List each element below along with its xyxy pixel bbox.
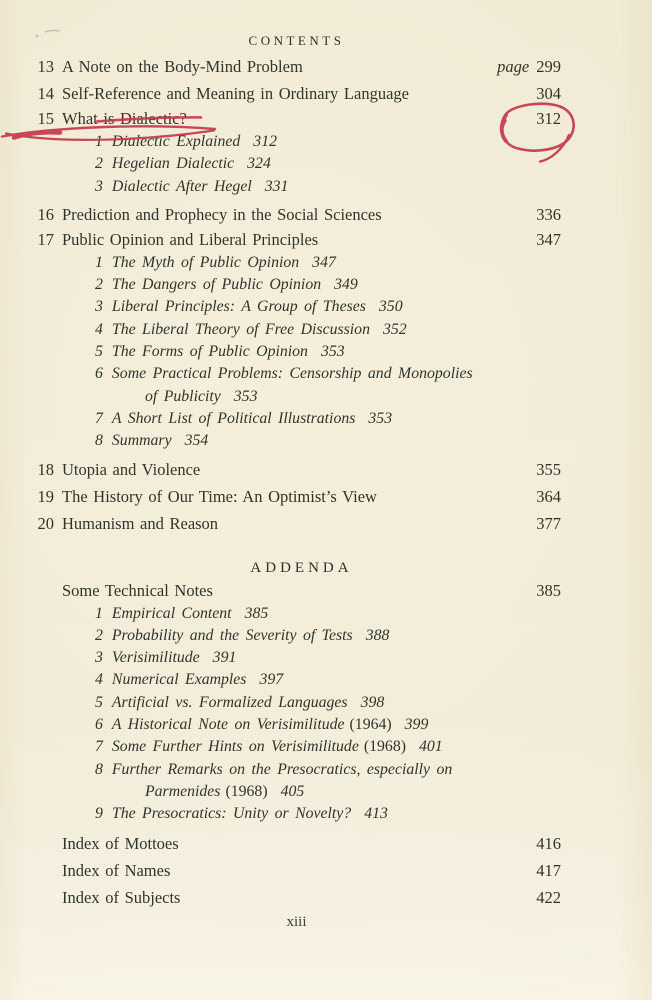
subsection-year: (1968) xyxy=(225,782,268,800)
page-number-value: 299 xyxy=(536,57,561,76)
subsection-number: 3 xyxy=(95,649,103,667)
page-number-value: 347 xyxy=(536,229,561,249)
contents-heading: CONTENTS xyxy=(248,33,345,48)
toc-subsection-continuation-row xyxy=(32,781,561,803)
toc-chapter-row xyxy=(32,228,561,252)
subsection-number: 4 xyxy=(95,320,103,338)
subsection-page-number: 353 xyxy=(368,409,393,427)
toc-subsection-row xyxy=(32,692,561,714)
subsection-title: The Forms of Public Opinion xyxy=(111,343,308,361)
subsection-title: The Liberal Theory of Free Discussion xyxy=(111,320,370,338)
subsection-number: 1 xyxy=(95,133,103,150)
toc-entries xyxy=(32,53,561,911)
subsection-number: 3 xyxy=(95,298,103,316)
subsection-page-number: 401 xyxy=(418,738,443,756)
subsection-number: 3 xyxy=(95,177,103,195)
toc-subsection-row xyxy=(32,319,561,341)
subsection-page-number: 331 xyxy=(264,177,289,195)
entry-page-number xyxy=(536,80,561,107)
subsection-number: 7 xyxy=(95,409,103,427)
entry-page-number xyxy=(497,53,561,80)
chapter-number: 16 xyxy=(37,204,54,224)
toc-chapter-row xyxy=(32,107,561,131)
toc-subsection-row xyxy=(32,736,561,758)
toc-index-row xyxy=(32,884,561,911)
subsection-number: 8 xyxy=(95,760,103,778)
page-number-value: 377 xyxy=(536,513,561,533)
page-folio: xiii xyxy=(286,913,307,930)
toc-subsection-row xyxy=(32,647,561,669)
toc-subsection-row xyxy=(32,296,561,318)
subsection-page-number: 353 xyxy=(233,387,258,405)
subsection-page-number: 385 xyxy=(244,604,269,622)
entry-page-number xyxy=(536,107,561,131)
subsection-number: 5 xyxy=(95,343,103,361)
page-number-value: 336 xyxy=(536,204,561,224)
subsection-title: The Dangers of Public Opinion xyxy=(111,276,322,294)
entry-title: What is Dialectic? xyxy=(62,109,187,128)
chapter-number: 17 xyxy=(37,229,54,249)
entry-title: Utopia and Violence xyxy=(62,459,201,479)
subsection-title: Liberal Principles: A Group of Theses xyxy=(111,298,366,316)
subsection-number: 9 xyxy=(95,805,103,823)
entry-title: Humanism and Reason xyxy=(62,513,219,533)
subsection-page-number: 397 xyxy=(259,671,284,689)
toc-chapter-row xyxy=(32,80,561,107)
toc-chapter-row xyxy=(32,483,561,510)
subsection-page-number: 324 xyxy=(247,155,271,173)
subsection-number: 6 xyxy=(95,716,103,734)
subsection-number: 1 xyxy=(95,253,103,271)
subsection-number: 4 xyxy=(95,671,103,689)
subsection-title: Parmenides xyxy=(145,782,221,800)
chapter-number: 18 xyxy=(37,459,54,479)
subsection-number: 2 xyxy=(95,276,103,294)
toc-chapter-row xyxy=(32,201,561,228)
page-number-value: 304 xyxy=(536,84,561,103)
subsection-title: The Presocratics: Unity or Novelty? xyxy=(111,805,352,823)
table-of-contents xyxy=(32,29,561,932)
chapter-number: 15 xyxy=(37,109,54,128)
subsection-page-number: 399 xyxy=(404,716,429,734)
toc-subsection-row xyxy=(32,625,561,647)
toc-chapter-row xyxy=(32,456,561,483)
subsection-title: Dialectic Explained xyxy=(111,133,241,150)
entry-title: Some Technical Notes xyxy=(62,580,213,600)
toc-index-row xyxy=(32,830,561,857)
entry-title: Index of Mottoes xyxy=(62,833,179,853)
subsection-page-number: 388 xyxy=(365,626,390,644)
subsection-title: The Myth of Public Opinion xyxy=(111,253,300,271)
subsection-title: Dialectic After Hegel xyxy=(111,177,252,195)
subsection-title: Further Remarks on the Presocratics, especially on xyxy=(111,760,453,778)
entry-title: A Note on the Body-Mind Problem xyxy=(62,57,303,76)
toc-subsection-row xyxy=(32,341,561,363)
subsection-page-number: 391 xyxy=(212,649,237,667)
page-number-value: 364 xyxy=(536,486,561,506)
page-number-value: 416 xyxy=(536,833,561,853)
subsection-title: Hegelian Dialectic xyxy=(111,155,235,173)
subsection-page-number: 354 xyxy=(184,432,209,450)
subsection-title: of Publicity xyxy=(145,387,221,405)
subsection-year: (1968) xyxy=(363,738,406,756)
subsection-page-number: 353 xyxy=(320,343,345,361)
toc-index-row xyxy=(32,857,561,884)
entry-page-number xyxy=(536,857,561,884)
entry-title: Self-Reference and Meaning in Ordinary Language xyxy=(62,84,409,103)
toc-subsection-continuation-row xyxy=(32,386,561,408)
subsection-number: 8 xyxy=(95,432,103,450)
subsection-year: (1964) xyxy=(349,716,392,734)
subsection-number: 2 xyxy=(95,155,103,173)
toc-subsection-row xyxy=(32,430,561,452)
subsection-page-number: 312 xyxy=(253,133,277,150)
page-number-value: 422 xyxy=(536,887,561,907)
toc-chapter-row xyxy=(32,53,561,80)
chapter-number: 13 xyxy=(37,57,54,76)
entry-page-number xyxy=(536,884,561,911)
subsection-title: A Historical Note on Verisimilitude xyxy=(111,716,345,734)
entry-page-number xyxy=(536,483,561,510)
entry-title: Prediction and Prophecy in the Social Sciences xyxy=(62,204,382,224)
entry-title: Index of Names xyxy=(62,860,171,880)
subsection-title: Numerical Examples xyxy=(111,671,247,689)
subsection-page-number: 405 xyxy=(280,782,305,800)
entry-page-number xyxy=(536,510,561,537)
subsection-page-number: 352 xyxy=(382,320,407,338)
entry-title: Public Opinion and Liberal Principles xyxy=(62,229,319,249)
toc-subsection-row xyxy=(32,803,561,825)
page-number-value: 385 xyxy=(536,580,561,600)
entry-page-number xyxy=(536,830,561,857)
page-number-value: 312 xyxy=(536,109,561,128)
subsection-title: A Short List of Political Illustrations xyxy=(111,409,356,427)
toc-subsection-row xyxy=(32,274,561,296)
subsection-number: 6 xyxy=(95,365,103,383)
chapter-number: 20 xyxy=(37,513,54,533)
subsection-title: Some Practical Problems: Censorship and Monopolies xyxy=(111,365,473,383)
subsection-number: 5 xyxy=(95,693,103,711)
subsection-number: 2 xyxy=(95,626,103,644)
entry-page-number xyxy=(536,228,561,252)
subsection-title: Some Further Hints on Verisimilitude xyxy=(111,738,359,756)
subsection-page-number: 398 xyxy=(360,693,385,711)
subsection-number: 1 xyxy=(95,604,103,622)
toc-plain-row xyxy=(32,579,561,603)
subsection-page-number: 413 xyxy=(364,805,388,823)
addenda-heading: ADDENDA xyxy=(250,559,353,576)
entry-title: The History of Our Time: An Optimist’s View xyxy=(62,486,377,506)
entry-title: Index of Subjects xyxy=(62,887,181,907)
toc-subsection-row xyxy=(32,603,561,625)
subsection-page-number: 350 xyxy=(378,298,403,316)
toc-subsection-row xyxy=(32,669,561,691)
page-number-value: 417 xyxy=(536,860,561,880)
toc-subsection-row xyxy=(32,131,561,153)
subsection-title: Empirical Content xyxy=(111,604,232,622)
toc-subsection-row xyxy=(32,714,561,736)
subsection-page-number: 349 xyxy=(334,276,358,294)
chapter-number: 14 xyxy=(37,84,54,103)
entry-page-number xyxy=(536,201,561,228)
toc-subsection-row xyxy=(32,759,561,781)
entry-page-number xyxy=(536,579,561,603)
toc-subsection-row xyxy=(32,153,561,175)
entry-page-number xyxy=(536,456,561,483)
toc-subsection-row xyxy=(32,252,561,274)
subsection-page-number: 347 xyxy=(312,253,336,271)
chapter-number: 19 xyxy=(37,486,54,506)
toc-subsection-row xyxy=(32,363,561,385)
subsection-number: 7 xyxy=(95,738,103,756)
toc-subsection-row xyxy=(32,176,561,198)
toc-chapter-row xyxy=(32,510,561,537)
subsection-title: Verisimilitude xyxy=(111,649,200,667)
page-number-value: 355 xyxy=(536,459,561,479)
subsection-title: Summary xyxy=(111,432,172,450)
subsection-title: Artificial vs. Formalized Languages xyxy=(111,693,348,711)
page-word: page xyxy=(497,57,530,76)
subsection-title: Probability and the Severity of Tests xyxy=(111,626,353,644)
toc-subsection-row xyxy=(32,408,561,430)
